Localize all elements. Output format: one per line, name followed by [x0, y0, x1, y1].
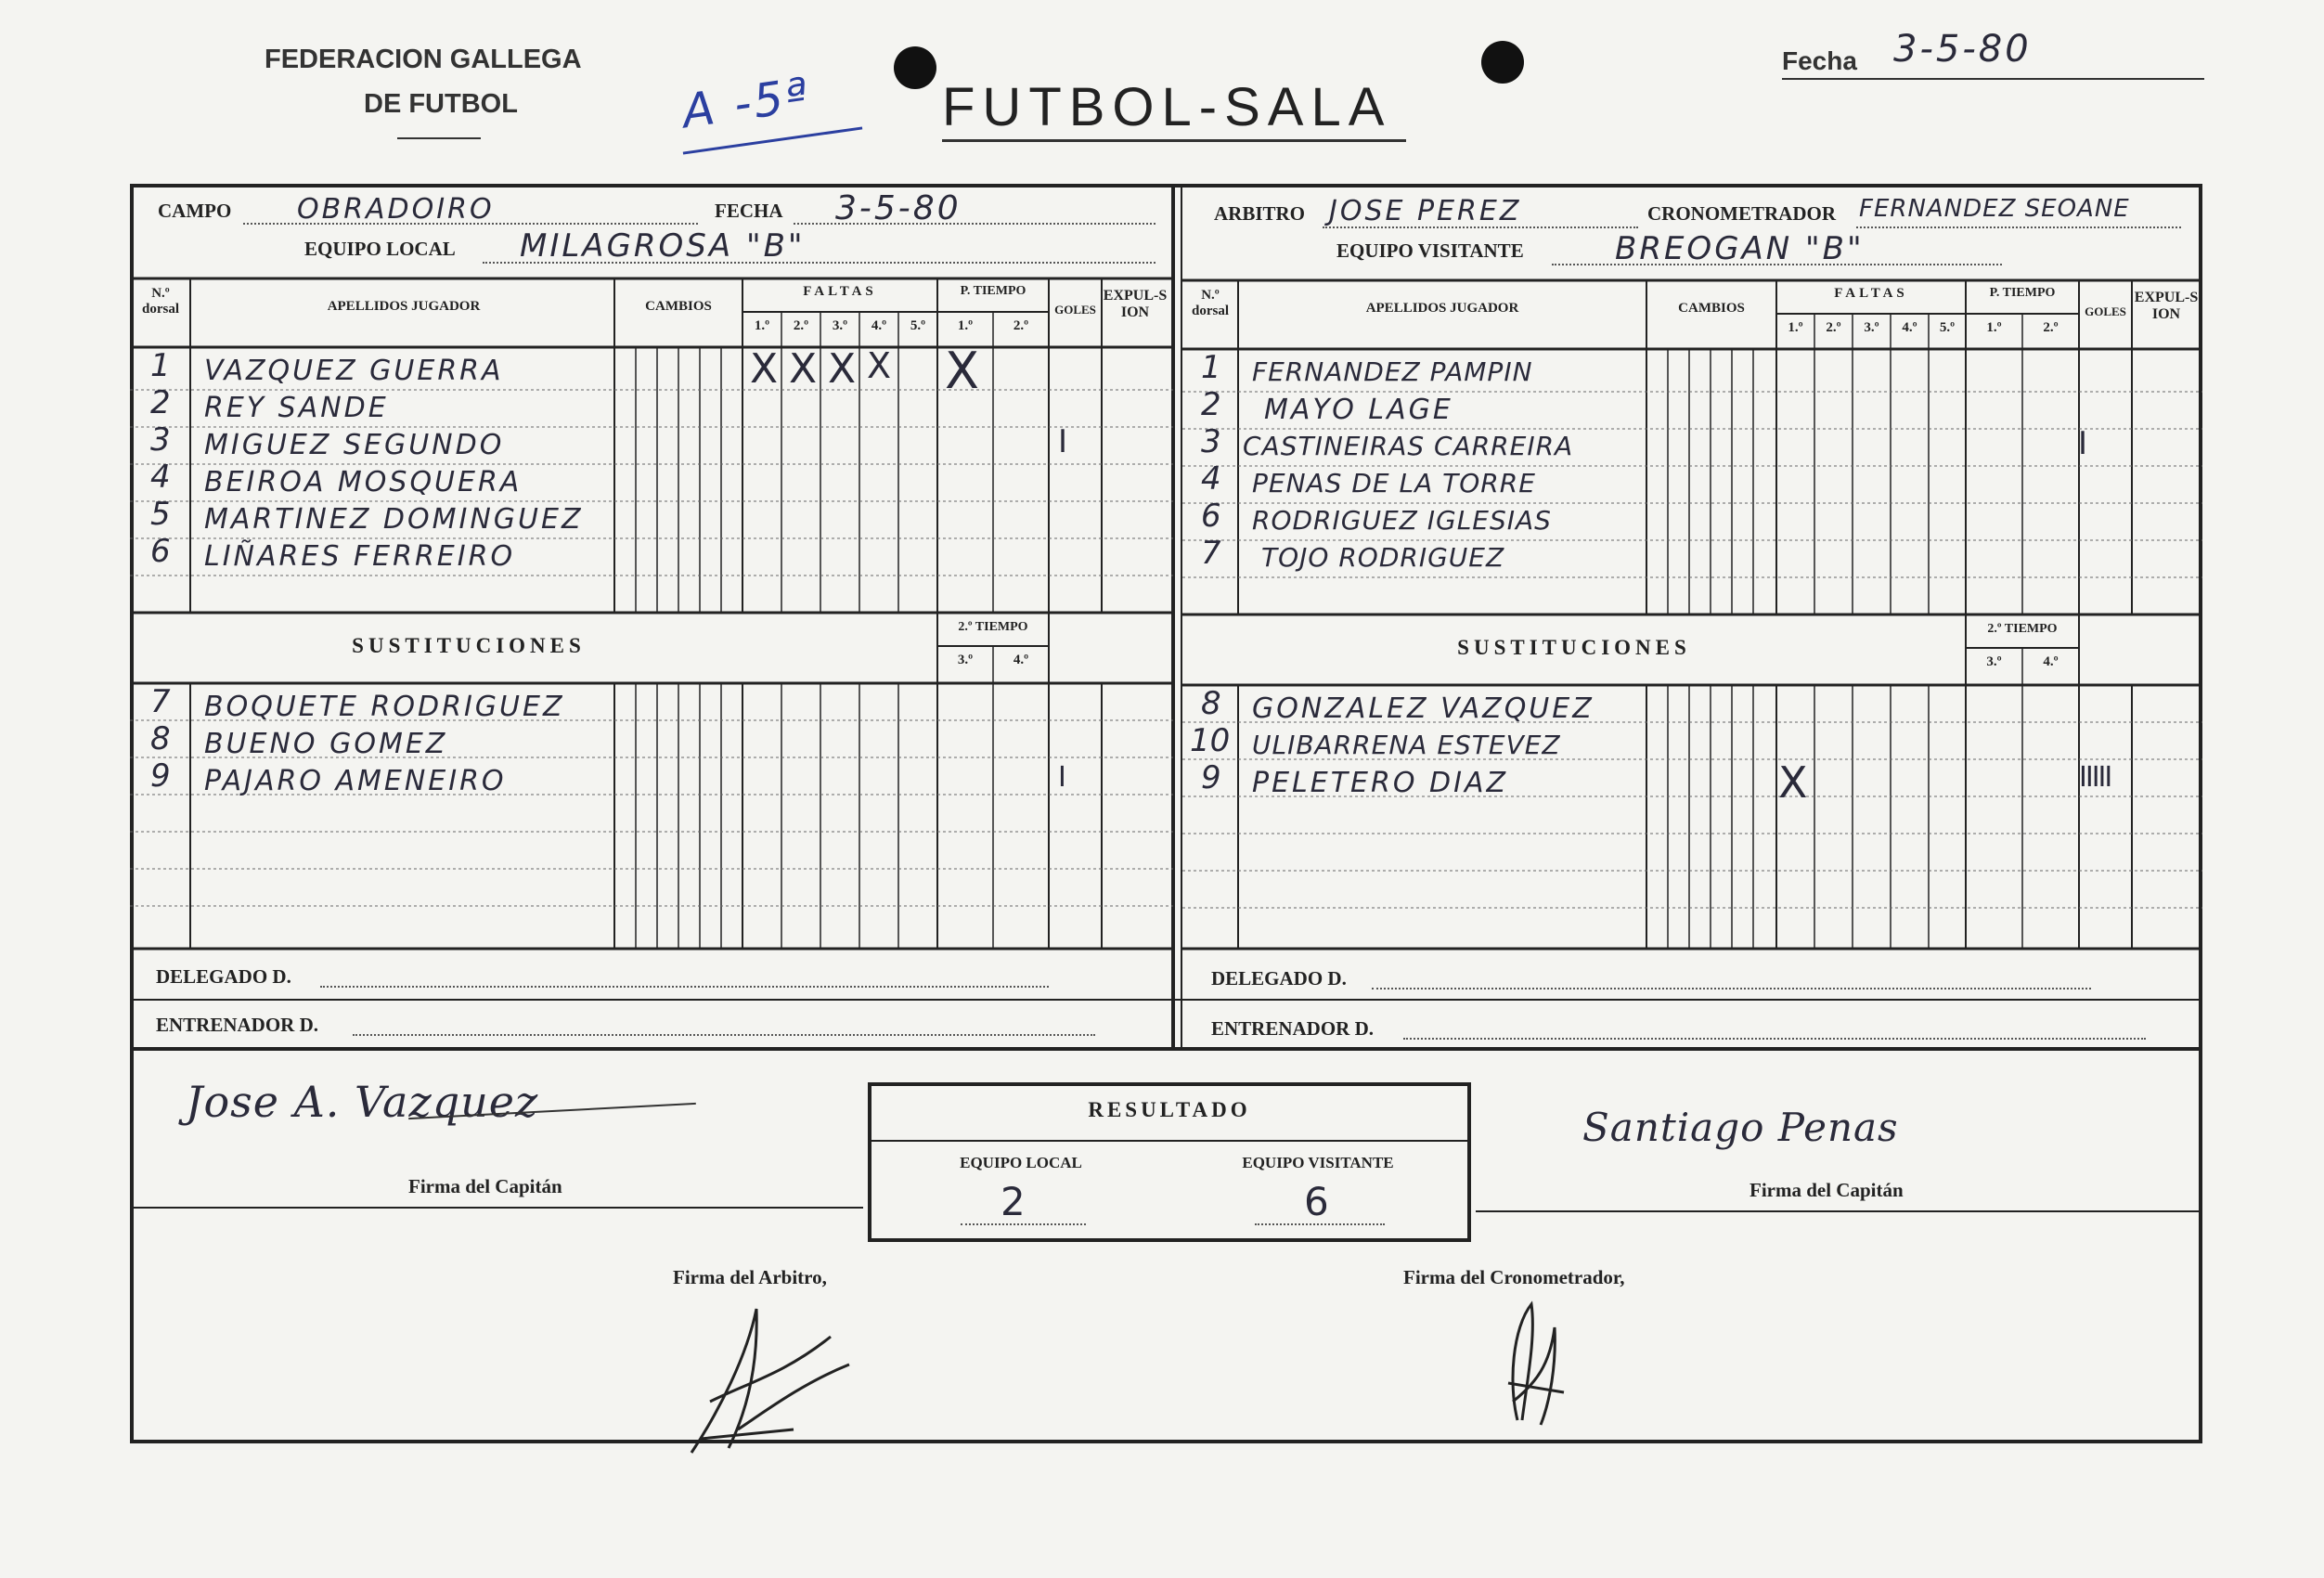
visitor-player-num: 4	[1201, 460, 1224, 498]
local-falta-mark: X	[828, 345, 859, 393]
campo-value: OBRADOIRO	[297, 193, 495, 226]
visitor-entrenador-label: ENTRENADOR D.	[1211, 1017, 1375, 1040]
visitor-cambios-header: CAMBIOS	[1678, 301, 1745, 316]
visitor-delegado-line	[1372, 988, 2091, 989]
local-player-name: MARTINEZ DOMINGUEZ	[204, 503, 584, 536]
arbitro-value: JOSE PEREZ	[1329, 195, 1522, 227]
visitor-player-name: RODRIGUEZ IGLESIAS	[1252, 505, 1552, 536]
result-visit-line	[1255, 1223, 1385, 1225]
local-apellidos-header: APELLIDOS JUGADOR	[327, 299, 481, 314]
visitor-captain-signature: Santiago Penas	[1582, 1105, 1899, 1150]
visitor-sub-num: 10	[1190, 722, 1231, 759]
local-stiempo-header: 2.º TIEMPO	[958, 620, 1028, 634]
local-player-num: 6	[150, 533, 174, 570]
date-value: 3-5-80	[1893, 28, 2032, 71]
local-sub-name: BOQUETE RODRIGUEZ	[204, 691, 565, 723]
local-sub-num: 7	[150, 683, 174, 720]
visitor-expulsion-header: EXPUL-SION	[2134, 290, 2199, 322]
visitor-ptiempo-header: P. TIEMPO	[1989, 286, 2056, 300]
visitor-team-value: BREOGAN "B"	[1615, 230, 1865, 267]
local-captain-line	[130, 1207, 863, 1209]
local-sub-name: PAJARO AMENEIRO	[204, 765, 507, 797]
visitor-stiempo-3: 3.º	[1986, 654, 2002, 669]
result-local-score: 2	[1001, 1179, 1028, 1224]
arbitro-label: ARBITRO	[1214, 202, 1306, 225]
local-player-name: VAZQUEZ GUERRA	[204, 355, 504, 387]
punch-hole-right	[1481, 41, 1524, 84]
visitor-player-name: PENAS DE LA TORRE	[1252, 468, 1536, 498]
local-sub-name: BUENO GOMEZ	[204, 728, 448, 760]
local-falta-4: 4.º	[871, 318, 887, 333]
local-sub-num: 9	[150, 757, 174, 795]
local-goles-header: GOLES	[1054, 303, 1096, 317]
visitor-player-num: 3	[1201, 423, 1224, 460]
local-player-name: LIÑARES FERREIRO	[204, 540, 516, 573]
visitor-sub-num: 8	[1201, 685, 1224, 722]
federation-name: FEDERACION GALLEGA	[265, 45, 582, 74]
crono-line	[1856, 226, 2181, 228]
local-team-label: EQUIPO LOCAL	[304, 238, 456, 260]
local-faltas-header: FALTAS	[803, 284, 877, 299]
local-entrenador-line	[353, 1034, 1095, 1036]
local-goles-mark: I	[1058, 423, 1071, 460]
result-visit-score: 6	[1304, 1179, 1332, 1224]
local-falta-mark: X	[789, 345, 820, 393]
local-delegado-label: DELEGADO D.	[156, 965, 291, 988]
result-local-label: EQUIPO LOCAL	[960, 1154, 1082, 1171]
local-captain-signature: Jose A. Vazquez	[186, 1077, 539, 1127]
local-dorsal-header: N.º dorsal	[141, 286, 179, 317]
visitor-player-num: 6	[1201, 498, 1224, 535]
visitor-sub-num: 9	[1201, 759, 1224, 796]
local-captain-label: Firma del Capitán	[408, 1175, 562, 1197]
visitor-falta-4: 4.º	[1902, 320, 1917, 335]
visitor-stiempo-4: 4.º	[2043, 654, 2059, 669]
local-player-num: 3	[150, 421, 174, 459]
local-sub-num: 8	[150, 720, 174, 757]
visitor-ptiempo-1: 1.º	[1986, 320, 2002, 335]
visitor-player-num: 2	[1201, 386, 1224, 423]
visitor-captain-line	[1476, 1210, 2202, 1212]
local-ptiempo-1: 1.º	[957, 318, 974, 333]
fecha-label: FECHA	[715, 200, 783, 222]
visitor-goles-mark: I	[2078, 425, 2091, 462]
local-ptiempo-2: 2.º	[1013, 318, 1029, 333]
local-player-name: REY SANDE	[204, 392, 389, 424]
local-ptiempo-header: P. TIEMPO	[960, 284, 1026, 298]
delegado-divider-top	[130, 999, 2202, 1001]
result-local-line	[961, 1223, 1086, 1225]
visitor-sub-name: ULIBARRENA ESTEVEZ	[1252, 730, 1561, 760]
date-label: Fecha	[1782, 46, 1857, 75]
local-expulsion-header: EXPUL-SION	[1103, 288, 1168, 320]
visitor-faltas-header: FALTAS	[1834, 286, 1908, 301]
visitor-stiempo-header: 2.º TIEMPO	[1987, 622, 2058, 636]
campo-label: CAMPO	[158, 200, 232, 222]
visitor-falta-1: 1.º	[1788, 320, 1803, 335]
punch-hole-left	[894, 46, 936, 89]
local-stiempo-3: 3.º	[957, 653, 974, 667]
visitor-player-num: 1	[1201, 349, 1224, 386]
result-title: RESULTADO	[1088, 1098, 1251, 1121]
visitor-falta-2: 2.º	[1826, 320, 1841, 335]
local-cambios-header: CAMBIOS	[645, 299, 712, 314]
visitor-team-label: EQUIPO VISITANTE	[1336, 239, 1524, 262]
visitor-sub-name: GONZALEZ VAZQUEZ	[1252, 692, 1595, 725]
local-entrenador-label: ENTRENADOR D.	[156, 1014, 319, 1036]
crono-signature-scribble	[1499, 1300, 1573, 1429]
local-player-num: 4	[150, 459, 174, 496]
title-underline	[942, 139, 1406, 142]
local-falta-mark: X	[750, 345, 781, 393]
visitor-sustituciones-label: SUSTITUCIONES	[1457, 636, 1691, 659]
visitor-ptiempo-2: 2.º	[2043, 320, 2059, 335]
visitor-entrenador-line	[1403, 1038, 2146, 1040]
local-player-name: BEIROA MOSQUERA	[204, 466, 523, 498]
local-team-value: MILAGROSA "B"	[520, 227, 806, 265]
visitor-dorsal-header: N.º dorsal	[1191, 288, 1229, 318]
arbitro-signature-label: Firma del Arbitro,	[673, 1266, 827, 1288]
visitor-captain-label: Firma del Capitán	[1749, 1179, 1904, 1201]
visitor-falta-5: 5.º	[1939, 320, 1956, 335]
local-falta-5: 5.º	[910, 318, 926, 333]
visitor-player-name: FERNANDEZ PAMPIN	[1252, 356, 1533, 387]
local-falta-mark: X	[867, 345, 895, 386]
crono-signature-label: Firma del Cronometrador,	[1403, 1266, 1625, 1288]
date-underline	[1782, 78, 2204, 80]
visitor-sub-name: PELETERO DIAZ	[1252, 767, 1509, 799]
visitor-falta-3: 3.º	[1864, 320, 1879, 335]
visitor-player-name: MAYO LAGE	[1264, 394, 1453, 426]
visitor-sub-goles-mark: IIIII	[2079, 761, 2111, 794]
visitor-player-name: TOJO RODRIGUEZ	[1261, 542, 1505, 573]
visitor-player-num: 7	[1201, 535, 1224, 572]
category-note: A -5ª	[678, 67, 814, 139]
document-title: FUTBOL-SALA	[942, 77, 1392, 137]
local-stiempo-4: 4.º	[1013, 653, 1029, 667]
local-sustituciones-label: SUSTITUCIONES	[352, 634, 586, 657]
federation-subname: DE FUTBOL	[364, 89, 518, 119]
federation-underline	[397, 137, 481, 139]
visitor-player-name: CASTINEIRAS CARREIRA	[1243, 431, 1574, 461]
local-falta-2: 2.º	[793, 318, 809, 333]
arbitro-signature-scribble	[682, 1300, 859, 1462]
local-falta-1: 1.º	[754, 318, 770, 333]
crono-value: FERNANDEZ SEOANE	[1859, 195, 2130, 223]
local-delegado-line	[320, 986, 1049, 988]
crono-label: CRONOMETRADOR	[1647, 202, 1836, 225]
local-sub-goles-mark: I	[1058, 761, 1069, 794]
visitor-sub-falta-mark: X	[1778, 757, 1811, 808]
local-player-num: 2	[150, 384, 174, 421]
local-player-name: MIGUEZ SEGUNDO	[204, 429, 505, 461]
result-title-divider	[870, 1140, 1469, 1142]
delegado-divider-bottom	[130, 1047, 2202, 1051]
result-visit-label: EQUIPO VISITANTE	[1242, 1154, 1394, 1171]
visitor-delegado-label: DELEGADO D.	[1211, 967, 1347, 989]
local-player-num: 5	[150, 496, 174, 533]
local-player-num: 1	[150, 347, 174, 384]
visitor-apellidos-header: APELLIDOS JUGADOR	[1365, 301, 1519, 316]
local-tiempo-mark: X	[945, 342, 982, 400]
visitor-goles-header: GOLES	[2085, 304, 2126, 318]
fecha-value: 3-5-80	[835, 189, 962, 227]
local-falta-3: 3.º	[832, 318, 848, 333]
